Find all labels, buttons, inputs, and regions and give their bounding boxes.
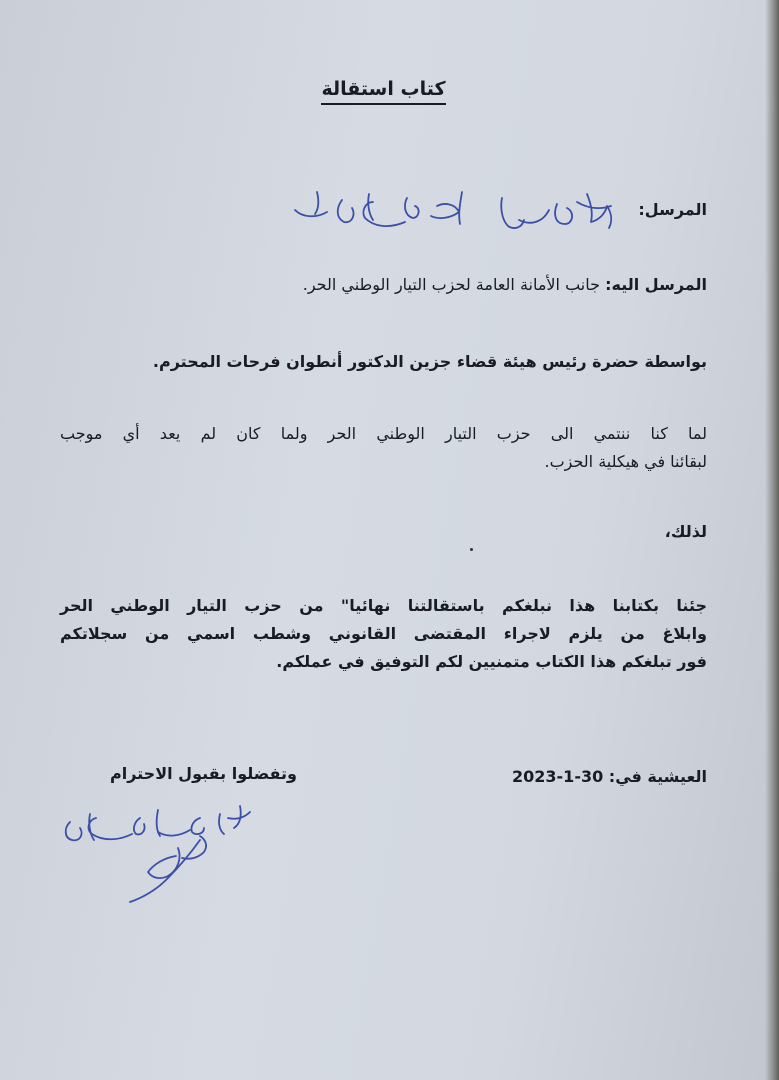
closing-line: وتفضلوا بقبول الاحترام [109, 764, 297, 783]
recipient-value: جانب الأمانة العامة لحزب التيار الوطني الحر. [302, 275, 601, 294]
body-line-3: فور تبلغكم هذا الكتاب متمنيين لكم التوفيق في عملكم. [276, 652, 707, 671]
letter-title [60, 78, 707, 100]
body-line-2: وابلاغ من يلزم لاجراء المقتضى القانوني وشطب اسمي من سجلاتكم [60, 624, 707, 643]
paper-edge-shadow [765, 0, 779, 1080]
recipient-line [303, 275, 707, 294]
intro-line-1: لما كنا ننتمي الى حزب التيار الوطني الحر ولما كان لم يعد أي موجب [60, 424, 707, 443]
letter-title-text: كتاب استقالة [321, 78, 445, 105]
recipient-label: المرسل اليه: [605, 275, 707, 294]
sender-label: المرسل: [638, 200, 707, 219]
date-line: العيشية في: 30-1-2023 [512, 767, 707, 786]
handwritten-sender-name [287, 180, 707, 240]
handwritten-signature [50, 800, 270, 910]
via-line: بواسطة حضرة رئيس هيئة قضاء جزين الدكتور أنطوان فرحات المحترم. [152, 352, 707, 371]
therefore-line: لذلك، [664, 522, 707, 541]
ink-dot [470, 548, 473, 551]
body-line-1: جئنا بكتابنا هذا نبلغكم باستقالتنا نهائيا" من حزب التيار الوطني الحر [60, 596, 707, 615]
intro-line-2: لبقائنا في هيكلية الحزب. [544, 452, 707, 471]
